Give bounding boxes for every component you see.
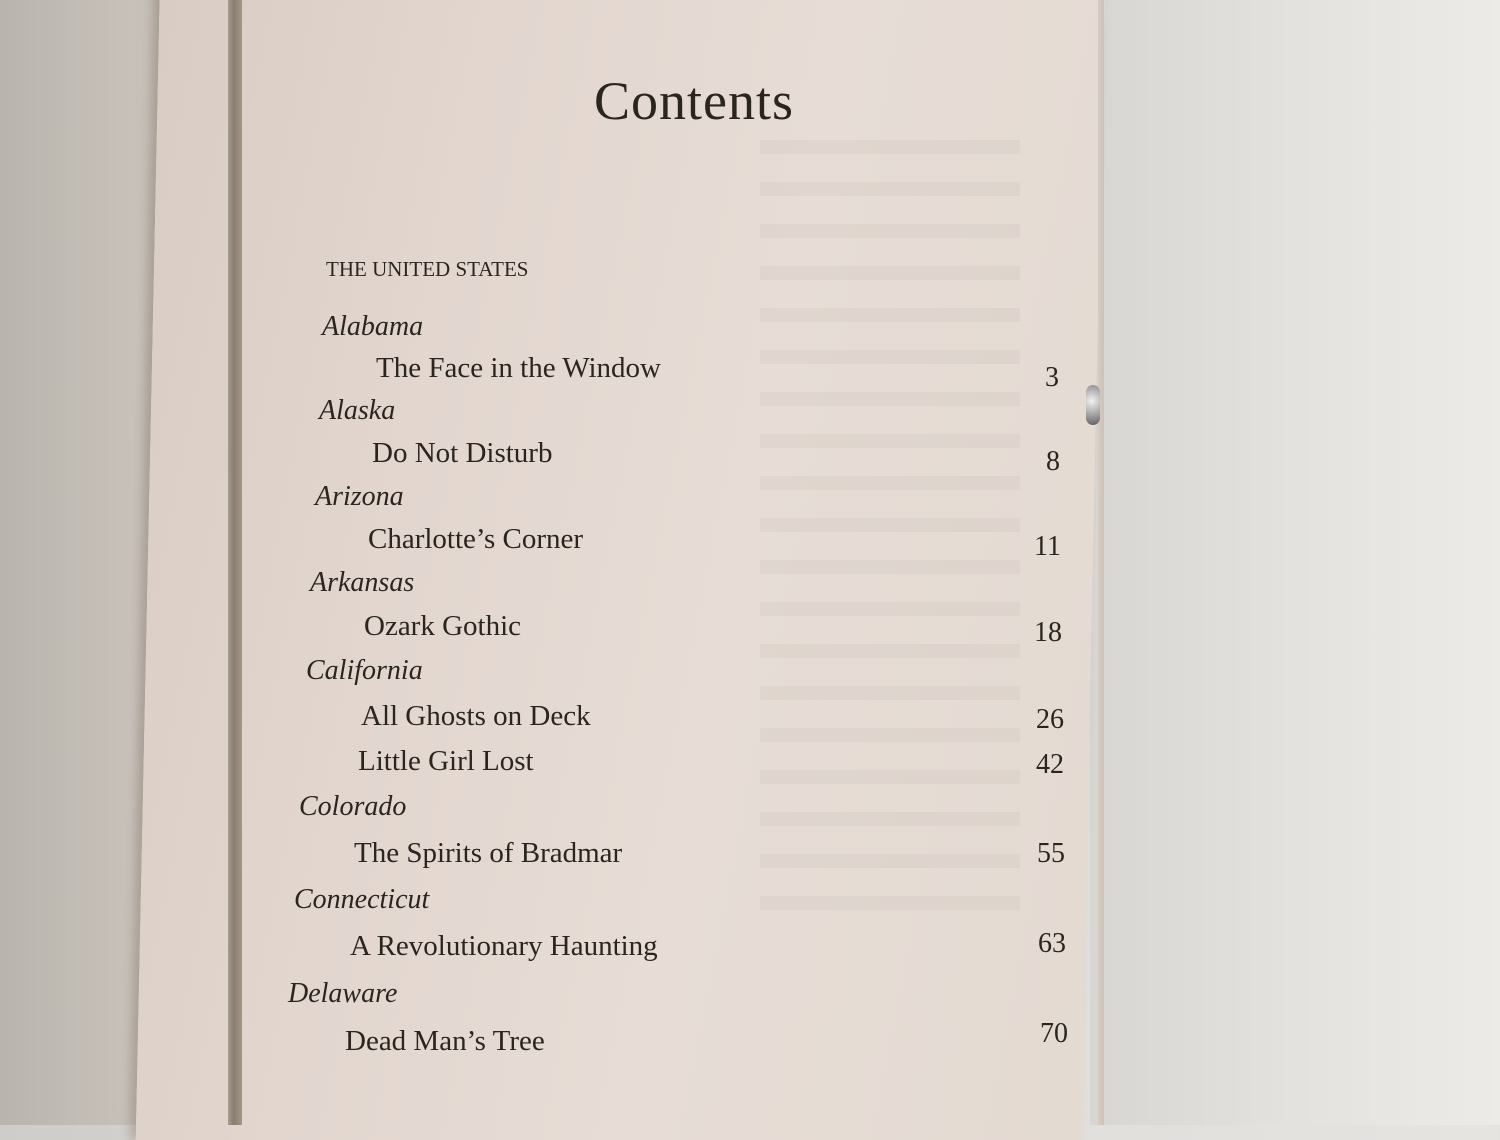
toc-story-title: A Revolutionary Haunting: [350, 930, 658, 962]
toc-page-number: 55: [1037, 838, 1065, 869]
toc-page-number: 18: [1034, 617, 1062, 648]
toc-state: Delaware: [288, 978, 398, 1009]
toc-story-title: Charlotte’s Corner: [368, 523, 584, 555]
toc-story-title: The Spirits of Bradmar: [354, 837, 623, 869]
toc-story-title: The Face in the Window: [376, 352, 662, 384]
show-through-decoration: [760, 140, 1020, 920]
section-heading: THE UNITED STATES: [326, 257, 529, 281]
toc-page-number: 26: [1036, 704, 1064, 735]
toc-page-number: 63: [1038, 928, 1066, 959]
toc-story-title: Do Not Disturb: [372, 437, 553, 469]
toc-state: Alaska: [319, 395, 396, 426]
toc-story-title: Dead Man’s Tree: [345, 1025, 545, 1057]
toc-story-title: All Ghosts on Deck: [361, 700, 591, 732]
toc-state: Arizona: [315, 481, 404, 512]
toc-page-number: 42: [1036, 749, 1064, 780]
toc-state: Colorado: [299, 791, 407, 822]
toc-state: California: [306, 655, 423, 686]
toc-state: Alabama: [322, 311, 424, 342]
toc-page-number: 3: [1045, 362, 1059, 393]
page-title: Contents: [594, 71, 795, 131]
toc-state: Arkansas: [310, 567, 415, 598]
toc-page-number: 8: [1046, 446, 1060, 477]
toc-page-number: 70: [1040, 1018, 1068, 1049]
toc-state: Connecticut: [294, 884, 430, 915]
toc-story-title: Ozark Gothic: [364, 610, 522, 642]
toc-page-number: 11: [1034, 531, 1061, 562]
toc-story-title: Little Girl Lost: [358, 745, 534, 777]
